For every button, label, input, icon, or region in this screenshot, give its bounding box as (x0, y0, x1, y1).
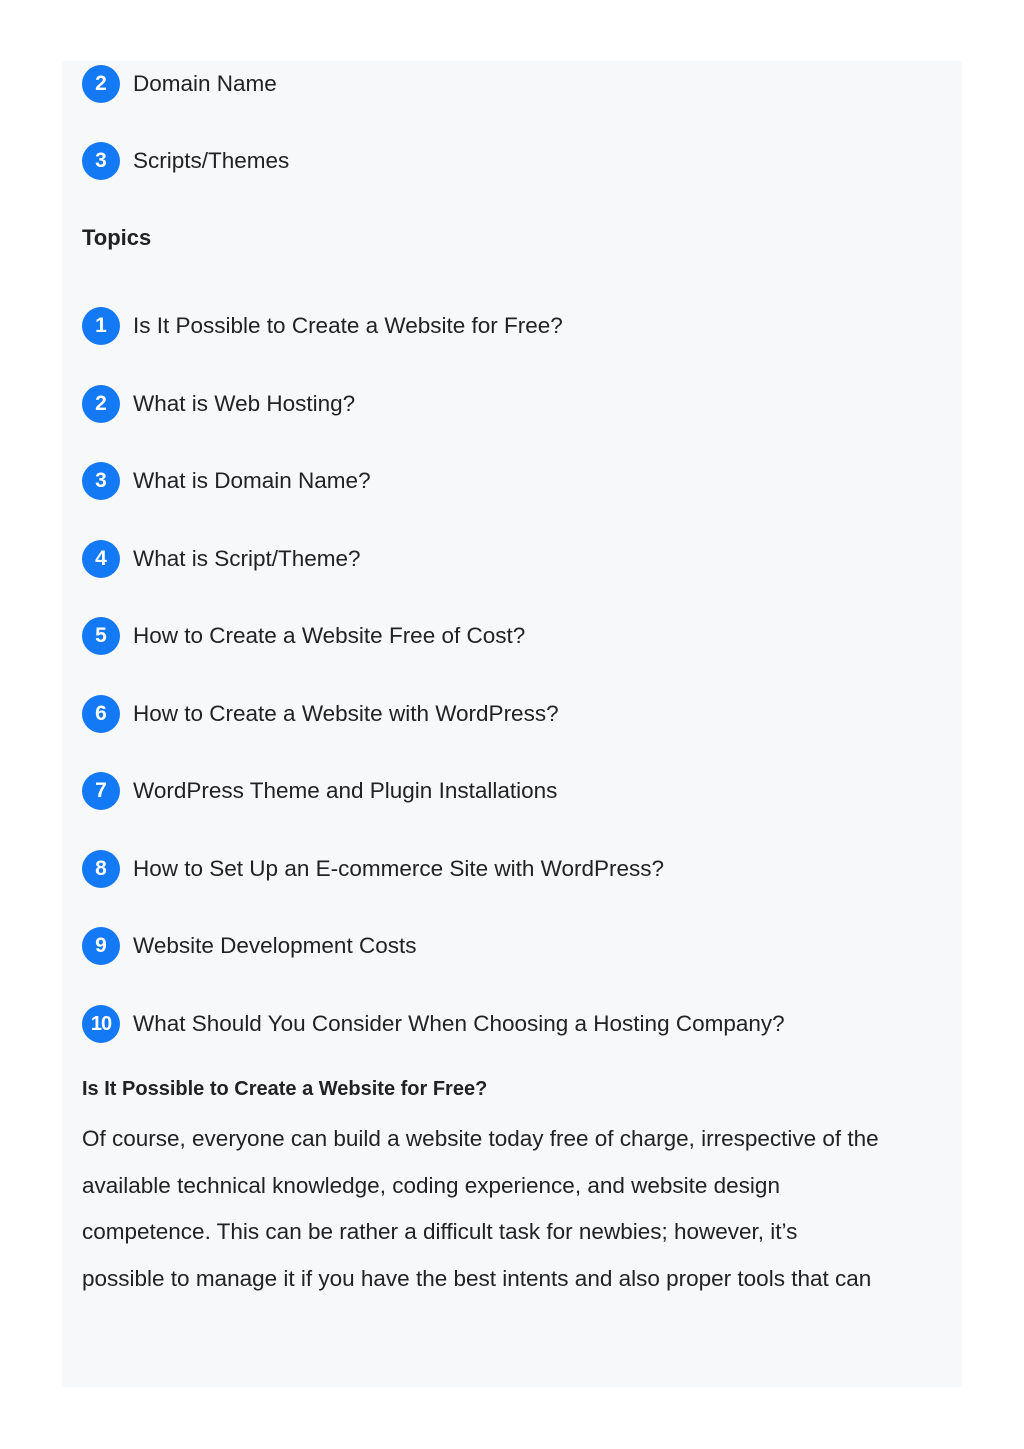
number-badge: 6 (82, 695, 120, 733)
topic-item[interactable] (82, 926, 416, 966)
number-badge: 5 (82, 617, 120, 655)
topic-link[interactable]: WordPress Theme and Plugin Installations (133, 778, 558, 803)
paragraph-line: available technical knowledge, coding experience, and website design (82, 1172, 780, 1198)
topic-link[interactable]: What is Web Hosting? (133, 391, 356, 416)
topic-link[interactable]: Website Development Costs (133, 933, 417, 958)
number-badge: 9 (82, 927, 120, 965)
topic-item[interactable] (82, 539, 361, 579)
paragraph-line: Of course, everyone can build a website today free of charge, irrespective of the (82, 1126, 879, 1151)
topic-link[interactable]: Is It Possible to Create a Website for Free? (133, 313, 563, 338)
list-item (82, 141, 289, 181)
paragraph-line: competence. This can be rather a difficult task for newbies; however, it’s (82, 1219, 798, 1244)
topics-heading: Topics (82, 225, 152, 250)
topic-item[interactable] (82, 771, 557, 811)
number-badge: 10 (82, 1005, 120, 1043)
section-paragraph (82, 1116, 952, 1302)
topic-item[interactable] (82, 616, 525, 656)
list-item (82, 64, 277, 104)
list-item-label: Scripts/Themes (133, 148, 290, 173)
number-badge: 2 (82, 65, 120, 103)
number-badge: 8 (82, 850, 120, 888)
topic-item[interactable] (82, 306, 563, 346)
topic-link[interactable]: What is Script/Theme? (133, 546, 361, 571)
topic-item[interactable] (82, 694, 559, 734)
number-badge: 1 (82, 307, 120, 345)
topic-item[interactable] (82, 384, 355, 424)
number-badge: 3 (82, 142, 120, 180)
list-item-label: Domain Name (133, 71, 277, 96)
topic-item[interactable] (82, 461, 371, 501)
number-badge: 2 (82, 385, 120, 423)
topic-link[interactable]: How to Create a Website Free of Cost? (133, 623, 526, 648)
number-badge: 7 (82, 772, 120, 810)
topic-link[interactable]: How to Set Up an E-commerce Site with WordPress? (133, 856, 665, 881)
number-badge: 4 (82, 540, 120, 578)
topic-link[interactable]: What is Domain Name? (133, 468, 371, 493)
topic-item[interactable] (82, 849, 664, 889)
topic-item[interactable] (82, 1004, 785, 1044)
paragraph-line: possible to manage it if you have the best intents and also proper tools that can (82, 1265, 872, 1291)
number-badge: 3 (82, 462, 120, 500)
topic-link[interactable]: How to Create a Website with WordPress? (133, 701, 559, 726)
topic-link[interactable]: What Should You Consider When Choosing a Hosting Company? (133, 1011, 785, 1036)
section-heading: Is It Possible to Create a Website for Free? (82, 1078, 488, 1100)
